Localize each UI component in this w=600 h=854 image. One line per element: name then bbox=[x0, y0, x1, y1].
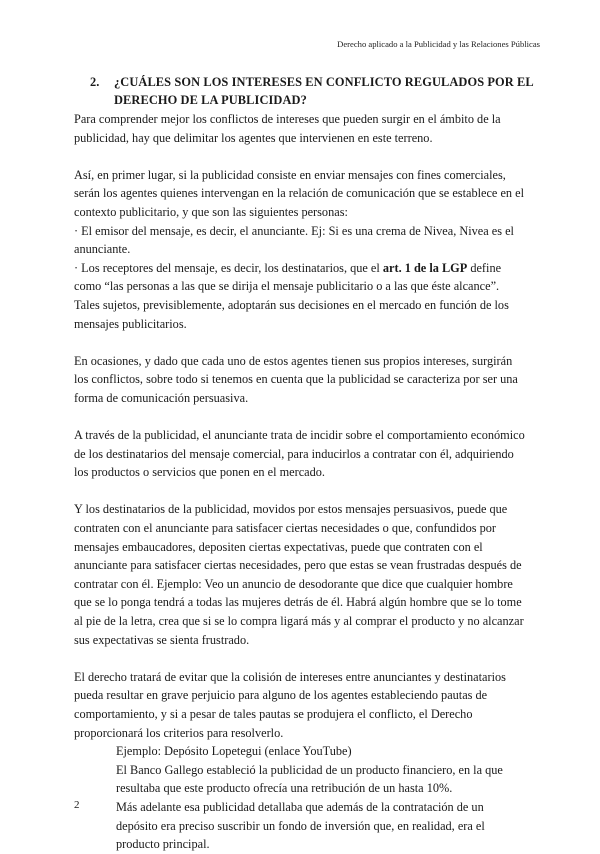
bullet-receptores-post: define como “las personas a las que se dirija el mensaje publicitario o a las que éste alcance”. Tales sujetos, previsiblemente, adoptarán sus decisiones en el mercado en función de los mensajes publicitarios. bbox=[74, 260, 509, 331]
paragraph-recipients: Y los destinatarios de la publicidad, movidos por estos mensajes persuasivos, puede que contraten con el anunciante para satisfacer ciertas necesidades o que, confundidos por mensajes embaucadores, depositen ciertas expectativas, puede que contraten con el anunciante para satisfacer ciertas necesidades, pero que estas se vean frustradas después de contratar con él. Ejemplo: Veo un anuncio de desodorante que dice que cualquier hombre que se lo ponga tendrá a todas las mujeres detrás de él. Habrá algún hombre que se lo tome al pie de la letra, crea que si se lo compra ligará más y al comprar el producto y no alcanzar sus expectativas se sienta frustrado. bbox=[74, 502, 524, 647]
bullet-receptores bbox=[74, 259, 526, 333]
paragraph-intro: Para comprender mejor los conflictos de intereses que pueden surgir en el ámbito de la publicidad, hay que delimitar los agentes que intervienen en este terreno. bbox=[74, 112, 501, 145]
body-text bbox=[74, 110, 526, 854]
paragraph-agents: Así, en primer lugar, si la publicidad consiste en enviar mensajes con fines comerciales, serán los agentes quienes intervengan en la relación de comunicación que se establece en el contexto publicitario, y que son las siguientes personas: bbox=[74, 167, 525, 219]
section-title: ¿CUÁLES SON LOS INTERESES EN CONFLICTO REGULADOS POR EL DERECHO DE LA PUBLICIDAD? bbox=[114, 75, 534, 107]
example-title: Ejemplo: Depósito Lopetegui (enlace YouTube) bbox=[116, 744, 352, 759]
section-heading bbox=[90, 74, 536, 109]
paragraph-conflicts: En ocasiones, y dado que cada uno de estos agentes tienen sus propios intereses, surgirán los conflictos, sobre todo si tenemos en cuenta que la publicidad se caracteriza por ser una forma de comunicación persuasiva. bbox=[74, 353, 518, 405]
page-number: 2 bbox=[74, 799, 80, 811]
bullet-receptores-pre: · Los receptores del mensaje, es decir, los destinatarios, que el bbox=[74, 260, 383, 275]
example-detail-1: El Banco Gallego estableció la publicidad de un producto financiero, en la que resultaba que este producto ofrecía una retribución de un hasta 10%. bbox=[116, 762, 503, 796]
running-header: Derecho aplicado a la Publicidad y las Relaciones Públicas bbox=[337, 39, 540, 49]
paragraph-law: El derecho tratará de evitar que la colisión de intereses entre anunciantes y destinatarios pueda resultar en grave perjuicio para alguno de los agentes estableciendo pautas de comportamiento, y si a pesar de tales pautas se produjera el conflicto, el Derecho proporcionará los criterios para resolverlo. bbox=[74, 669, 506, 740]
paragraph-advertiser: A través de la publicidad, el anunciante trata de incidir sobre el comportamiento económico de los destinatarios del mensaje comercial, para inducirlos a contratar con él, adquiriendo los productos o servicios que ponen en el mercado. bbox=[74, 428, 525, 480]
example-detail-2: Más adelante esa publicidad detallaba que además de la contratación de un depósito era preciso suscribir un fondo de inversión que, en realidad, era el producto principal. bbox=[116, 799, 485, 852]
legal-reference: art. 1 de la LGP bbox=[382, 260, 468, 275]
bullet-emisor: · El emisor del mensaje, es decir, el anunciante. Ej: Si es una crema de Nivea, Nivea es el anunciante. bbox=[74, 223, 514, 257]
section-number: 2. bbox=[90, 75, 100, 89]
